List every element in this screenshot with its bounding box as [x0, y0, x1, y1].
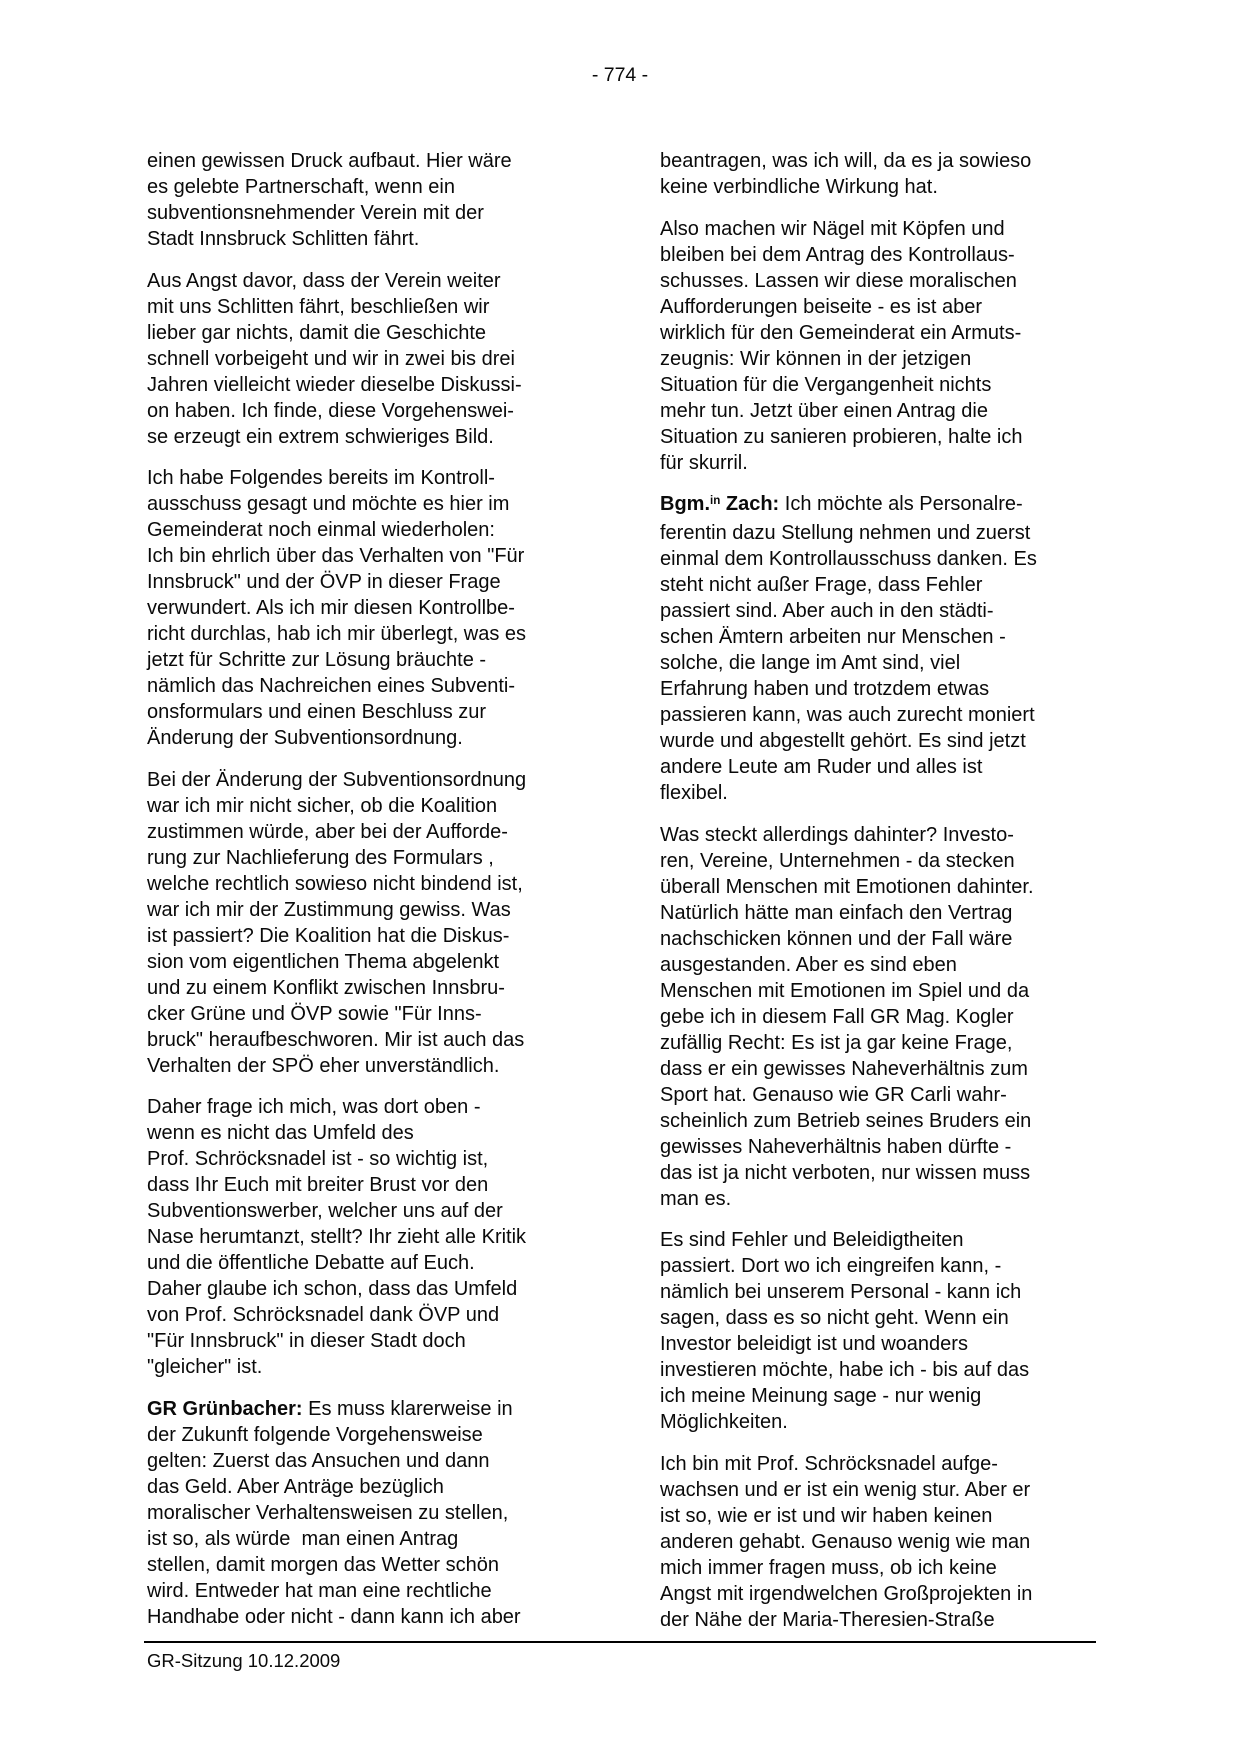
text-line: lieber gar nichts, damit die Geschichte [147, 321, 487, 344]
text-line: Verhalten der SPÖ eher unverständlich. [147, 1054, 500, 1077]
text-line: gelten: Zuerst das Ansuchen und dann [147, 1449, 490, 1472]
text-line: man es. [660, 1187, 732, 1210]
text-line: Was steckt allerdings dahinter? Investo- [660, 823, 1014, 846]
text-line: GR Grünbacher: Es muss klarerweise in [147, 1397, 513, 1420]
text-line: wirklich für den Gemeinderat ein Armuts- [660, 321, 1022, 344]
text-line: Aus Angst davor, dass der Verein weiter [147, 269, 501, 292]
text-line: ist passiert? Die Koalition hat die Diskus- [147, 924, 510, 947]
text-line: gewisses Naheverhältnis haben dürfte - [660, 1135, 1012, 1158]
text-line: war ich mir der Zustimmung gewiss. Was [147, 898, 511, 921]
text-line: Menschen mit Emotionen im Spiel und da [660, 979, 1030, 1002]
text-line: Sport hat. Genauso wie GR Carli wahr- [660, 1083, 1007, 1106]
paragraph [147, 1094, 571, 1380]
page-number: - 774 - [591, 64, 649, 86]
paragraph [147, 465, 571, 751]
text-line: jetzt für Schritte zur Lösung bräuchte - [147, 649, 487, 671]
paragraph [660, 148, 1090, 200]
text-line: Aufforderungen beiseite - es ist aber [660, 295, 983, 318]
text-line: ferentin dazu Stellung nehmen und zuerst [660, 522, 1031, 544]
text-line: mit uns Schlitten fährt, beschließen wir [147, 295, 490, 318]
text-line: ausgestanden. Aber es sind eben [660, 953, 957, 976]
paragraph [147, 1396, 571, 1630]
text-line: wird. Entweder hat man eine rechtliche [147, 1579, 492, 1602]
text-line: cker Grüne und ÖVP sowie "Für Inns- [147, 1002, 482, 1025]
text-line: passiert. Dort wo ich eingreifen kann, - [660, 1255, 1002, 1277]
text-line: Also machen wir Nägel mit Köpfen und [660, 217, 1005, 240]
text-line: bruck" heraufbeschworen. Mir ist auch das [147, 1028, 525, 1051]
text-line: der Zukunft folgende Vorgehensweise [147, 1423, 483, 1446]
text-line: und die öffentliche Debatte auf Euch. [147, 1252, 475, 1274]
text-line: Änderung der Subventionsordnung. [147, 727, 463, 749]
text-line: Investor beleidigt ist und woanders [660, 1333, 968, 1355]
text-line: richt durchlas, hab ich mir überlegt, was es [147, 623, 527, 645]
text-line: zeugnis: Wir können in der jetzigen [660, 347, 972, 370]
text-line: scheinlich zum Betrieb seines Bruders ein [660, 1109, 1032, 1132]
text-line: sion vom eigentlichen Thema abgelenkt [147, 950, 500, 973]
paragraph [660, 822, 1090, 1212]
text-line: Situation zu sanieren probieren, halte ich [660, 425, 1023, 448]
speaker-name: Bgm.$^{in}$ Zach: [660, 493, 780, 515]
speaker-superscript: in [710, 494, 721, 508]
text-line: on haben. Ich finde, diese Vorgehenswei- [147, 399, 514, 422]
text-line: wurde und abgestellt gehört. Es sind jetzt [660, 730, 1026, 752]
text-line: flexibel. [660, 782, 728, 804]
text-line: das ist ja nicht verboten, nur wissen muss [660, 1161, 1031, 1184]
text-line: nämlich bei unserem Personal - kann ich [660, 1281, 1022, 1303]
text-line: überall Menschen mit Emotionen dahinter. [660, 875, 1034, 898]
text-line: passiert sind. Aber auch in den städti- [660, 600, 994, 622]
text-line: Ich bin ehrlich über das Verhalten von "Für [147, 545, 525, 567]
speaker-name: GR Grünbacher: [147, 1397, 303, 1420]
text-line: Es sind Fehler und Beleidigtheiten [660, 1229, 964, 1251]
paragraph [660, 1451, 1090, 1633]
text-line: "Für Innsbruck" in dieser Stadt doch [147, 1330, 466, 1352]
text-line: von Prof. Schröcksnadel dank ÖVP und [147, 1304, 500, 1326]
text-line: nämlich das Nachreichen eines Subventi- [147, 675, 515, 697]
text-line: es gelebte Partnerschaft, wenn ein [147, 176, 455, 198]
text-line: für skurril. [660, 451, 748, 474]
text-line: gebe ich in diesem Fall GR Mag. Kogler [660, 1005, 1014, 1028]
text-line: mich immer fragen muss, ob ich keine [660, 1556, 997, 1579]
text-line: subventionsnehmender Verein mit der [147, 202, 484, 224]
text-line: rung zur Nachlieferung des Formulars , [147, 846, 494, 869]
text-line: und zu einem Konflikt zwischen Innsbru- [147, 976, 505, 999]
text-line: wachsen und er ist ein wenig stur. Aber er [660, 1478, 1031, 1501]
text-line: bleiben bei dem Antrag des Kontrollaus- [660, 243, 1015, 266]
text-line: welche rechtlich sowieso nicht bindend ist, [147, 872, 523, 895]
right-column [660, 148, 1090, 1633]
text-line: se erzeugt ein extrem schwieriges Bild. [147, 425, 494, 448]
text-line: beantragen, was ich will, da es ja sowieso [660, 150, 1032, 172]
text-line: ist so, wie er ist und wir haben keinen [660, 1504, 993, 1527]
text-line: ich meine Meinung sage - nur wenig [660, 1385, 982, 1407]
text-line: schnell vorbeigeht und wir in zwei bis drei [147, 347, 515, 370]
text-line: Situation für die Vergangenheit nichts [660, 373, 992, 396]
text-line: solche, die lange im Amt sind, viel [660, 652, 961, 674]
text-line: das Geld. Aber Anträge bezüglich [147, 1475, 444, 1498]
text-line: war ich mir nicht sicher, ob die Koalition [147, 794, 498, 817]
text-line: Gemeinderat noch einmal wiederholen: [147, 519, 495, 541]
text-line: zufällig Recht: Es ist ja gar keine Frage, [660, 1031, 1013, 1054]
text-line: andere Leute am Ruder und alles ist [660, 756, 983, 778]
paragraph [660, 216, 1090, 476]
paragraph [660, 1227, 1090, 1435]
text-line: steht nicht außer Frage, dass Fehler [660, 574, 983, 596]
text-line: dass er ein gewisses Naheverhältnis zum [660, 1057, 1028, 1080]
text-line: verwundert. Als ich mir diesen Kontrollbe- [147, 597, 515, 619]
text-line: stellen, damit morgen das Wetter schön [147, 1553, 500, 1576]
paragraph [147, 767, 571, 1079]
text-line: Handhabe oder nicht - dann kann ich aber [147, 1605, 521, 1628]
text-line: schusses. Lassen wir diese moralischen [660, 269, 1017, 292]
text-line: sagen, dass es so nicht geht. Wenn ein [660, 1307, 1009, 1329]
text-line: Daher frage ich mich, was dort oben - [147, 1096, 481, 1118]
text-line: Nase herumtanzt, stellt? Ihr zieht alle Kritik [147, 1226, 527, 1248]
text-line: ren, Vereine, Unternehmen - da stecken [660, 849, 1015, 872]
text-line: ausschuss gesagt und möchte es hier im [147, 493, 510, 515]
text-line: Innsbruck" und der ÖVP in dieser Frage [147, 571, 501, 593]
text-line: der Nähe der Maria-Theresien-Straße [660, 1608, 995, 1631]
text-line: "gleicher" ist. [147, 1356, 263, 1378]
paragraph [147, 148, 571, 252]
text-line: Jahren vielleicht wieder dieselbe Diskussi- [147, 373, 522, 396]
paragraph [147, 268, 571, 450]
text-line: passieren kann, was auch zurecht moniert [660, 704, 1035, 726]
text-line: einmal dem Kontrollausschuss danken. Es [660, 548, 1037, 570]
paragraph [660, 491, 1090, 806]
text-line: Erfahrung haben und trotzdem etwas [660, 678, 990, 700]
text-line: anderen gehabt. Genauso wenig wie man [660, 1530, 1031, 1553]
text-line: mehr tun. Jetzt über einen Antrag die [660, 399, 988, 422]
page-content [147, 148, 1090, 1633]
text-line: Bei der Änderung der Subventionsordnung [147, 768, 527, 791]
text-line: Angst mit irgendwelchen Großprojekten in [660, 1582, 1033, 1605]
text-line: ist so, als würde man einen Antrag [147, 1527, 459, 1550]
text-line: wenn es nicht das Umfeld des [147, 1122, 414, 1144]
text-line: schen Ämtern arbeiten nur Menschen - [660, 626, 1006, 648]
text-line: Natürlich hätte man einfach den Vertrag [660, 901, 1013, 924]
text-line: nachschicken können und der Fall wäre [660, 927, 1013, 950]
text-line: Stadt Innsbruck Schlitten fährt. [147, 228, 420, 250]
text-line: keine verbindliche Wirkung hat. [660, 176, 938, 198]
text-line: Bgm.$^{in}$ Zach: Ich möchte als Personalre- [660, 493, 1023, 515]
text-line: onsformulars und einen Beschluss zur [147, 701, 487, 723]
left-column [147, 148, 571, 1633]
text-line: dass Ihr Euch mit breiter Brust vor den [147, 1174, 489, 1196]
text-line: Prof. Schröcksnadel ist - so wichtig ist, [147, 1148, 489, 1170]
footer-rule [144, 1641, 1096, 1643]
text-line: Daher glaube ich schon, dass das Umfeld [147, 1278, 518, 1300]
text-line: Ich habe Folgendes bereits im Kontroll- [147, 467, 495, 489]
text-line: moralischer Verhaltensweisen zu stellen, [147, 1501, 509, 1524]
text-line: Subventionswerber, welcher uns auf der [147, 1200, 503, 1222]
text-line: zustimmen würde, aber bei der Aufforde- [147, 820, 508, 843]
text-line: Ich bin mit Prof. Schröcksnadel aufge- [660, 1452, 998, 1475]
text-line: Möglichkeiten. [660, 1411, 788, 1433]
text-line: einen gewissen Druck aufbaut. Hier wäre [147, 150, 512, 172]
footer-text: GR-Sitzung 10.12.2009 [147, 1650, 341, 1671]
text-line: investieren möchte, habe ich - bis auf das [660, 1359, 1030, 1381]
